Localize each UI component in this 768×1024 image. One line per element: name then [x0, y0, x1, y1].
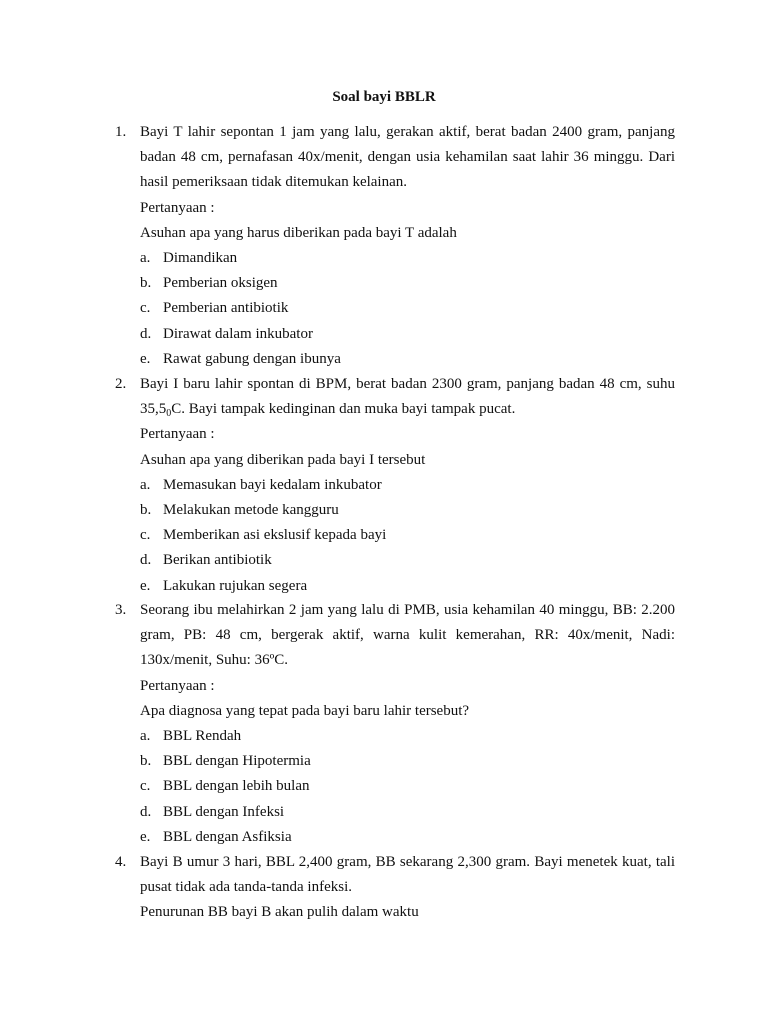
answer-option — [140, 246, 675, 271]
answer-option — [140, 825, 675, 850]
option-text: Melakukan metode kangguru — [163, 502, 339, 519]
answer-option — [140, 296, 675, 321]
answer-option — [140, 347, 675, 372]
question-prompt-label: Pertanyaan : — [140, 677, 215, 694]
option-letter: e. — [140, 577, 151, 594]
answer-option — [140, 800, 675, 825]
answer-option — [140, 548, 675, 573]
option-text: Memberikan asi ekslusif kepada bayi — [163, 527, 387, 544]
option-text: BBL dengan Hipotermia — [163, 753, 311, 770]
question-1 — [115, 120, 675, 372]
question-4 — [115, 850, 675, 926]
question-text-main: Bayi I baru lahir spontan di BPM, berat badan 2300 gram, panjang badan 48 cm, suhu 35,5 — [140, 376, 675, 418]
question-2 — [115, 372, 675, 599]
option-letter: a. — [140, 728, 151, 745]
answer-option — [140, 523, 675, 548]
option-text: BBL dengan lebih bulan — [163, 778, 310, 795]
option-text: Berikan antibiotik — [163, 552, 272, 569]
option-text: BBL dengan Infeksi — [163, 803, 285, 820]
question-text: Bayi T lahir sepontan 1 jam yang lalu, gerakan aktif, berat badan 2400 gram, panjang badan 48 cm, pernafasan 40x/menit, dengan usia kehamilan saat lahir 36 minggu. Dari hasil pemeriksaan tidak ditemukan kelainan. — [140, 124, 675, 191]
option-text: Dimandikan — [163, 250, 238, 267]
option-text: BBL Rendah — [163, 728, 242, 745]
option-text: Dirawat dalam inkubator — [163, 325, 313, 342]
option-letter: c. — [140, 778, 151, 795]
option-text: Rawat gabung dengan ibunya — [163, 350, 341, 367]
option-letter: b. — [140, 275, 152, 292]
option-letter: c. — [140, 527, 151, 544]
question-prompt-label: Pertanyaan : — [140, 199, 215, 216]
question-number: 2. — [115, 376, 127, 392]
option-letter: d. — [140, 552, 152, 569]
answer-option — [140, 749, 675, 774]
question-prompt: Asuhan apa yang diberikan pada bayi I tersebut — [140, 451, 426, 468]
document-title: Soal bayi BBLR — [332, 89, 436, 105]
answer-option — [140, 322, 675, 347]
answer-option — [140, 271, 675, 296]
question-prompt: Apa diagnosa yang tepat pada bayi baru lahir tersebut? — [140, 702, 470, 719]
option-text: Pemberian antibiotik — [163, 300, 289, 317]
question-prompt-label: Pertanyaan : — [140, 426, 215, 443]
question-number: 3. — [115, 602, 127, 618]
question-number: 4. — [115, 854, 127, 870]
option-letter: c. — [140, 300, 151, 317]
answer-option — [140, 574, 675, 599]
question-text — [140, 372, 675, 422]
answer-option — [140, 473, 675, 498]
option-letter: d. — [140, 325, 152, 342]
option-letter: d. — [140, 803, 152, 820]
answer-option — [140, 498, 675, 523]
option-text: Pemberian oksigen — [163, 275, 278, 292]
option-text: BBL dengan Asfiksia — [163, 828, 292, 845]
question-text: Seorang ibu melahirkan 2 jam yang lalu di PMB, usia kehamilan 40 minggu, BB: 2.200 gram, PB: 48 cm, bergerak aktif, warna kulit kemerahan, RR: 40x/menit, Nadi: 130x/menit, Suhu: 36ºC. — [140, 602, 675, 669]
option-letter: b. — [140, 502, 152, 519]
answer-option — [140, 774, 675, 799]
option-text: Lakukan rujukan segera — [163, 577, 308, 594]
option-text: Memasukan bayi kedalam inkubator — [163, 476, 382, 493]
question-prompt: Penurunan BB bayi B akan pulih dalam waktu — [140, 904, 419, 921]
question-prompt: Asuhan apa yang harus diberikan pada bayi T adalah — [140, 224, 457, 241]
option-letter: e. — [140, 350, 151, 367]
question-number: 1. — [115, 124, 127, 140]
option-letter: a. — [140, 476, 151, 493]
question-3 — [115, 598, 675, 850]
option-letter: e. — [140, 828, 151, 845]
subscript-zero: 0 — [166, 408, 172, 420]
answer-option — [140, 724, 675, 749]
question-text-rest: C. Bayi tampak kedinginan dan muka bayi tampak pucat. — [171, 401, 516, 418]
question-text: Bayi B umur 3 hari, BBL 2,400 gram, BB sekarang 2,300 gram. Bayi menetek kuat, tali pusat tidak ada tanda-tanda infeksi. — [140, 854, 675, 896]
option-letter: b. — [140, 753, 152, 770]
option-letter: a. — [140, 250, 151, 267]
